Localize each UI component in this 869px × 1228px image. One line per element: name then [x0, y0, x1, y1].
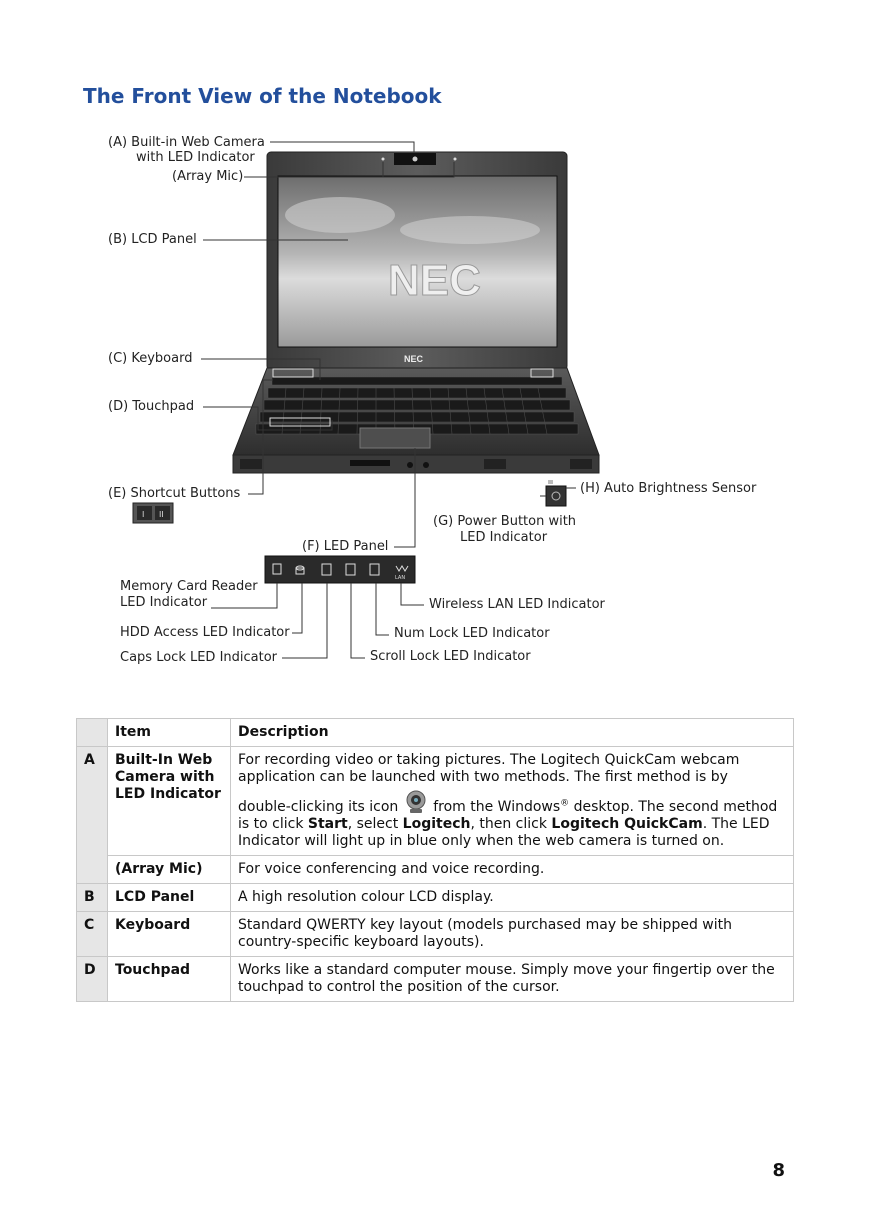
table-row: [77, 884, 794, 912]
audio-jack: [423, 462, 429, 468]
row-description: A high resolution colour LCD display.: [231, 884, 794, 912]
row-item: Built-In Web Camera with LED Indicator: [108, 747, 231, 856]
array-mic-left: [382, 158, 385, 161]
shortcut-button-2-label: II: [159, 510, 164, 519]
web-camera-lens: [413, 157, 418, 162]
lid-logo: NEC: [388, 256, 481, 305]
desc-text: double-clicking its icon: [238, 799, 399, 815]
row-letter: C: [77, 912, 108, 957]
row-item: Touchpad: [108, 957, 231, 1002]
label-lcd-panel: (B) LCD Panel: [108, 232, 197, 247]
label-keyboard: (C) Keyboard: [108, 351, 193, 366]
row-letter: B: [77, 884, 108, 912]
registered-mark: ®: [560, 798, 570, 809]
desc-bold-quickcam: Logitech QuickCam: [551, 816, 703, 832]
row-description: For voice conferencing and voice recording.: [231, 856, 794, 884]
table-header-row: [77, 719, 794, 747]
desc-bold-logitech: Logitech: [402, 816, 471, 832]
screen-cloud: [285, 197, 395, 233]
page-title: The Front View of the Notebook: [83, 84, 442, 108]
label-auto-brightness: (H) Auto Brightness Sensor: [580, 481, 757, 496]
desc-text: , then click: [470, 816, 552, 832]
header-description: Description: [231, 719, 794, 747]
quickcam-icon: [403, 789, 429, 815]
label-power-button-led: LED Indicator: [460, 530, 548, 545]
desc-text: desktop. The second method is to click: [238, 799, 778, 832]
led-panel-detail: [265, 556, 415, 583]
desc-bold-start: Start: [307, 816, 348, 832]
table-row: [77, 912, 794, 957]
label-caps-lock: Caps Lock LED Indicator: [120, 650, 278, 665]
row-item: LCD Panel: [108, 884, 231, 912]
label-power-button: (G) Power Button with: [433, 514, 577, 529]
shortcut-button-1: [137, 506, 152, 520]
desc-paragraph: For recording video or taking pictures. The Logitech QuickCam webcam application can be launched with two methods. The first method is by: [238, 752, 740, 785]
label-array-mic: (Array Mic): [172, 169, 244, 184]
power-button-detail: [546, 486, 566, 506]
label-hdd-access: HDD Access LED Indicator: [120, 625, 290, 640]
auto-brightness-sensor: [548, 480, 553, 484]
row-item: (Array Mic): [108, 856, 231, 884]
row-description: Standard QWERTY key layout (models purchased may be shipped with country-specific keyboard layouts).: [231, 912, 794, 957]
table-row: [77, 957, 794, 1002]
row-letter: A: [77, 747, 108, 884]
label-wireless-lan: Wireless LAN LED Indicator: [429, 597, 605, 612]
header-item: Item: [108, 719, 231, 747]
row-description: [231, 747, 794, 856]
desc-text: , select: [347, 816, 403, 832]
page-number: 8: [772, 1160, 785, 1181]
label-web-camera: (A) Built-in Web Camera: [108, 135, 265, 150]
array-mic-right: [454, 158, 457, 161]
label-touchpad: (D) Touchpad: [108, 399, 195, 414]
desc-paragraph: [238, 789, 786, 850]
desc-text: . The LED Indicator will light up in blue only when the web camera is turned on.: [238, 816, 770, 849]
shortcut-button-1-label: I: [142, 510, 145, 519]
header-letter: [77, 719, 108, 747]
led-lan-text: LAN: [395, 575, 406, 581]
row-description: Works like a standard computer mouse. Simply move your fingertip over the touchpad to control the position of the cursor.: [231, 957, 794, 1002]
row-letter: D: [77, 957, 108, 1002]
touchpad: [360, 428, 430, 448]
table-row: [77, 747, 794, 856]
label-shortcut-buttons: (E) Shortcut Buttons: [108, 486, 241, 501]
desc-text: from the Windows: [428, 799, 561, 815]
table-row: [77, 856, 794, 884]
front-edge: [233, 455, 599, 473]
label-led-panel: (F) LED Panel: [302, 539, 389, 554]
label-web-camera-led: with LED Indicator: [136, 150, 255, 165]
audio-jack: [407, 462, 413, 468]
bezel-logo: NEC: [404, 354, 424, 364]
label-scroll-lock: Scroll Lock LED Indicator: [370, 649, 531, 664]
label-memory-card: Memory Card Reader: [120, 579, 258, 594]
row-item: Keyboard: [108, 912, 231, 957]
card-slot: [350, 460, 390, 466]
front-vent-left: [240, 459, 262, 469]
label-memory-card-led: LED Indicator: [120, 595, 208, 610]
screen-cloud: [400, 216, 540, 244]
label-num-lock: Num Lock LED Indicator: [394, 626, 550, 641]
component-description-table: [76, 718, 794, 1002]
